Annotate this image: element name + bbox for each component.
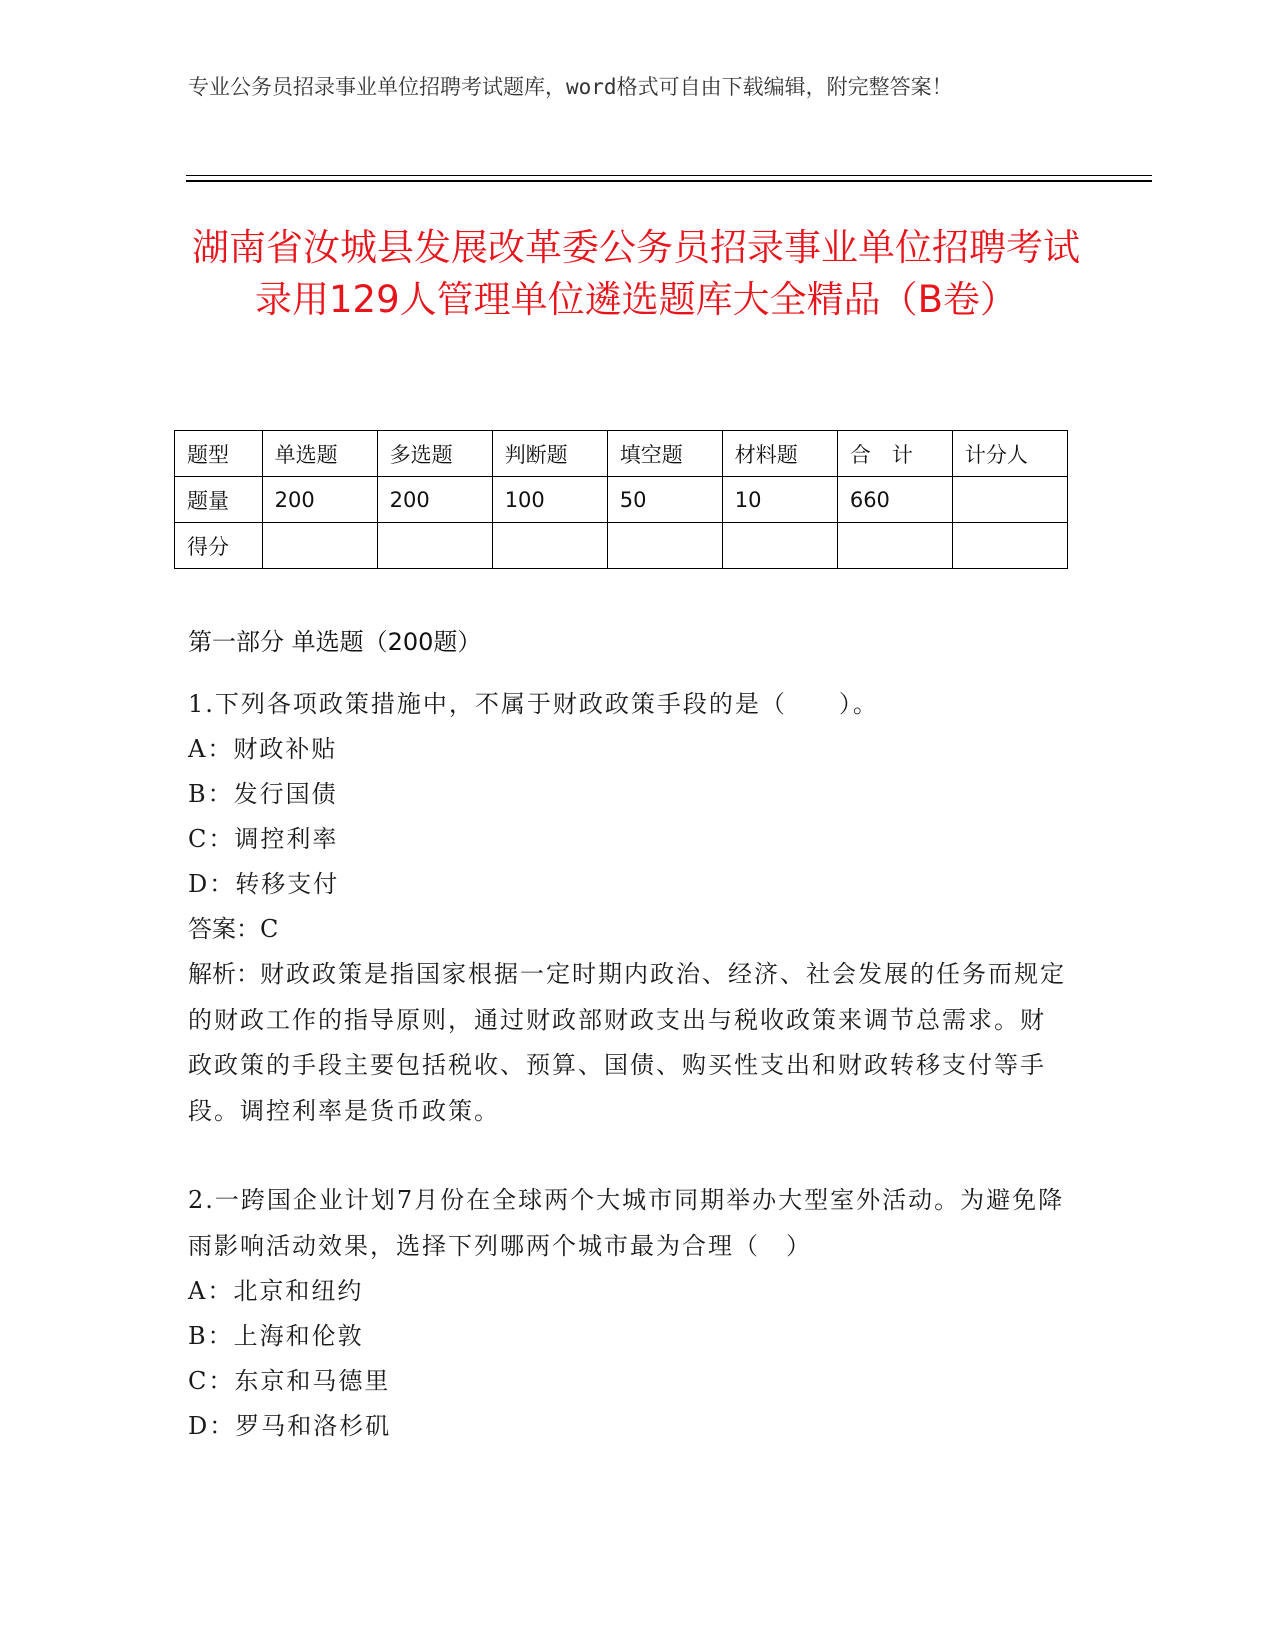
score-table-row <box>175 431 1068 477</box>
analysis-label: 解析： <box>188 960 260 988</box>
score-table-row <box>175 523 1068 569</box>
score-table-cell: 判断题 <box>492 431 607 477</box>
option-b: B：发行国债 <box>188 780 338 808</box>
question-2 <box>188 1178 1068 1449</box>
score-table-cell: 多选题 <box>377 431 492 477</box>
score-table-cell: 100 <box>492 477 607 523</box>
score-table-cell: 题量 <box>175 477 263 523</box>
question-stem: 1.下列各项政策措施中，不属于财政政策手段的是（ ）。 <box>188 690 879 718</box>
option-c: C：调控利率 <box>188 825 339 853</box>
analysis-row <box>188 952 1068 1134</box>
score-table-cell: 50 <box>607 477 722 523</box>
score-table-cell: 10 <box>722 477 837 523</box>
score-table-cell <box>607 523 722 569</box>
score-table-cell: 200 <box>377 477 492 523</box>
score-table-cell: 填空题 <box>607 431 722 477</box>
question-1 <box>188 682 1068 1134</box>
score-table-cell <box>952 477 1067 523</box>
option-a: A：北京和纽约 <box>188 1277 364 1305</box>
header-note: 专业公务员招录事业单位招聘考试题库，word格式可自由下载编辑，附完整答案！ <box>188 75 953 99</box>
score-table-cell: 单选题 <box>262 431 377 477</box>
header-divider-thick <box>186 180 1152 182</box>
score-table-cell: 200 <box>262 477 377 523</box>
score-table-cell: 题型 <box>175 431 263 477</box>
question-stem: 2.一跨国企业计划7月份在全球两个大城市同期举办大型室外活动。为避免降雨影响活动效果，选择下列哪两个城市最为合理（ ） <box>188 1186 1065 1260</box>
score-table-cell: 计分人 <box>952 431 1067 477</box>
option-d: D：罗马和洛杉矶 <box>188 1412 392 1440</box>
section-title: 第一部分 单选题（200题） <box>188 628 482 656</box>
score-table-cell <box>377 523 492 569</box>
analysis-text: 财政政策是指国家根据一定时期内政治、经济、社会发展的任务而规定的财政工作的指导原则，通过财政部财政支出与税收政策来调节总需求。财政政策的手段主要包括税收、预算、国债、购买性支出和财政转移支付等手段。调控利率是货币政策。 <box>188 960 1066 1125</box>
score-table-cell <box>492 523 607 569</box>
score-table-cell: 660 <box>837 477 952 523</box>
header-divider-thin <box>186 175 1152 176</box>
option-a: A：财政补贴 <box>188 735 338 763</box>
document-title: 湖南省汝城县发展改革委公务员招录事业单位招聘考试录用129人管理单位遴选题库大全精品（B卷） <box>192 226 1080 321</box>
answer-value: C <box>260 915 281 943</box>
score-table-cell: 得分 <box>175 523 263 569</box>
score-table-cell: 合 计 <box>837 431 952 477</box>
score-table-row <box>175 477 1068 523</box>
option-b: B：上海和伦敦 <box>188 1322 364 1350</box>
option-d: D：转移支付 <box>188 870 340 898</box>
score-table <box>174 430 1068 569</box>
score-table-cell <box>837 523 952 569</box>
score-table-cell <box>262 523 377 569</box>
score-table-cell <box>952 523 1067 569</box>
score-table-cell: 材料题 <box>722 431 837 477</box>
answer-row <box>188 907 1068 952</box>
score-table-cell <box>722 523 837 569</box>
option-c: C：东京和马德里 <box>188 1367 391 1395</box>
answer-label: 答案： <box>188 915 260 943</box>
